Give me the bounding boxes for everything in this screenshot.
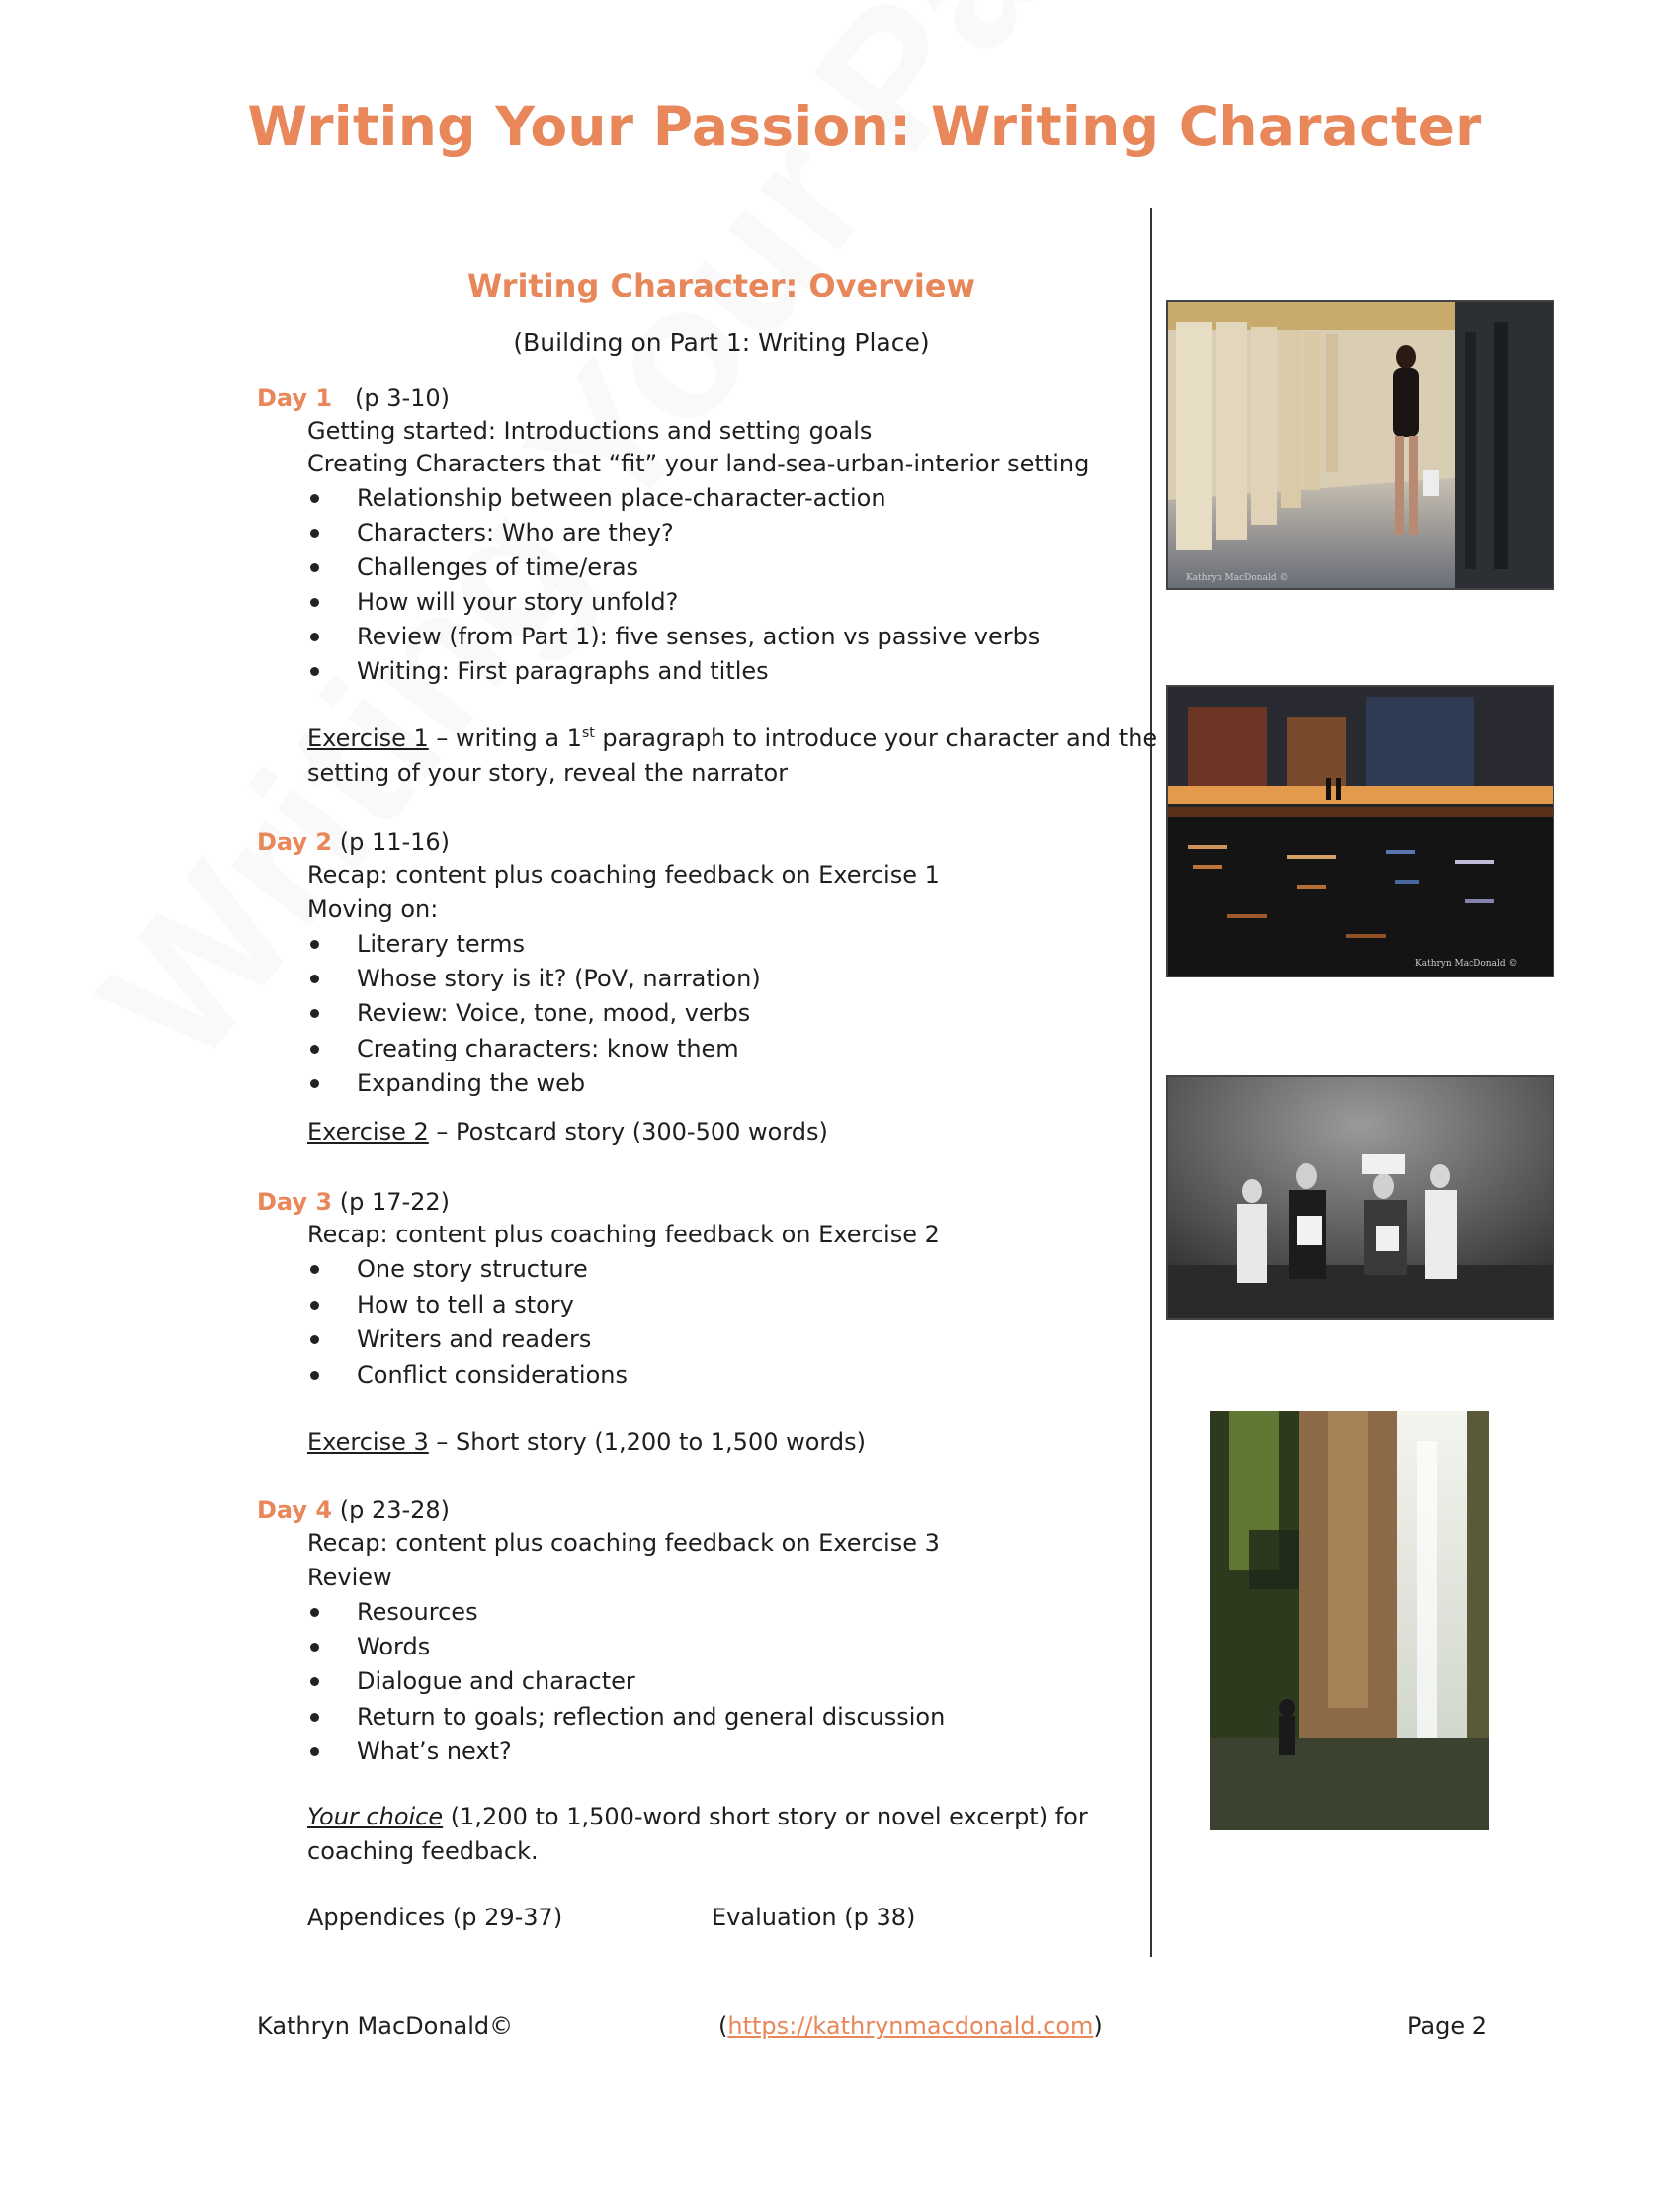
exercise-3-label: Exercise 3 (307, 1428, 429, 1456)
exercise-2: Exercise 2 – Postcard story (300-500 words) (307, 1118, 828, 1145)
day3-label: Day 3 (257, 1188, 333, 1216)
colonnade-photo (1166, 300, 1554, 590)
day2-line: Recap: content plus coaching feedback on Exercise 1 (307, 861, 940, 889)
footer-author: Kathryn MacDonald© (257, 2012, 514, 2040)
day4-header (257, 1496, 450, 1524)
day2-pages: (p 11-16) (339, 828, 451, 856)
day2-header (257, 828, 450, 856)
website-link[interactable]: https://kathrynmacdonald.com (727, 2012, 1094, 2040)
photo-credit: Kathryn MacDonald © (1415, 959, 1518, 969)
day4-line: Review (307, 1564, 392, 1591)
day1-header (257, 384, 450, 412)
your-choice: Your choice (1,200 to 1,500-word short story or novel excerpt) for (307, 1803, 1088, 1830)
day4-pages: (p 23-28) (339, 1496, 451, 1524)
day1-pages: (p 3-10) (354, 384, 451, 412)
day1-label: Day 1 (257, 384, 333, 412)
exercise-1: Exercise 1 – writing a 1st paragraph to introduce your character and the (307, 724, 1158, 752)
page-title: Writing Your Passion: Writing Character (247, 95, 1482, 158)
your-choice-cont: coaching feedback. (307, 1837, 539, 1865)
footer-link-wrapper: (https://kathrynmacdonald.com) (718, 2012, 1103, 2040)
exercise-2-label: Exercise 2 (307, 1118, 429, 1145)
page-number: Page 2 (1407, 2012, 1487, 2040)
your-choice-label: Your choice (307, 1803, 444, 1830)
overview-heading: Writing Character: Overview (466, 267, 976, 304)
column-divider (1150, 208, 1152, 1957)
exercise-1-label: Exercise 1 (307, 724, 429, 752)
day3-pages: (p 17-22) (339, 1188, 451, 1216)
day1-line: Creating Characters that “fit” your land-sea-urban-interior setting (307, 450, 1090, 477)
photo-credit: Kathryn MacDonald © (1186, 573, 1289, 583)
exercise-1-cont: setting of your story, reveal the narrator (307, 759, 789, 787)
day4-line: Recap: content plus coaching feedback on Exercise 3 (307, 1529, 940, 1557)
harbor-night-photo (1166, 685, 1554, 977)
day3-header (257, 1188, 450, 1216)
evaluation: Evaluation (p 38) (712, 1904, 916, 1931)
family-portrait-photo (1166, 1075, 1554, 1320)
exercise-3: Exercise 3 – Short story (1,200 to 1,500 words) (307, 1428, 866, 1456)
waterfall-photo (1210, 1411, 1489, 1830)
day3-line: Recap: content plus coaching feedback on Exercise 2 (307, 1221, 940, 1248)
day2-line: Moving on: (307, 895, 439, 923)
appendices: Appendices (p 29-37) (307, 1904, 563, 1931)
day2-label: Day 2 (257, 828, 333, 856)
day1-line: Getting started: Introductions and setting goals (307, 417, 873, 445)
overview-note: (Building on Part 1: Writing Place) (513, 328, 930, 357)
day4-label: Day 4 (257, 1496, 333, 1524)
